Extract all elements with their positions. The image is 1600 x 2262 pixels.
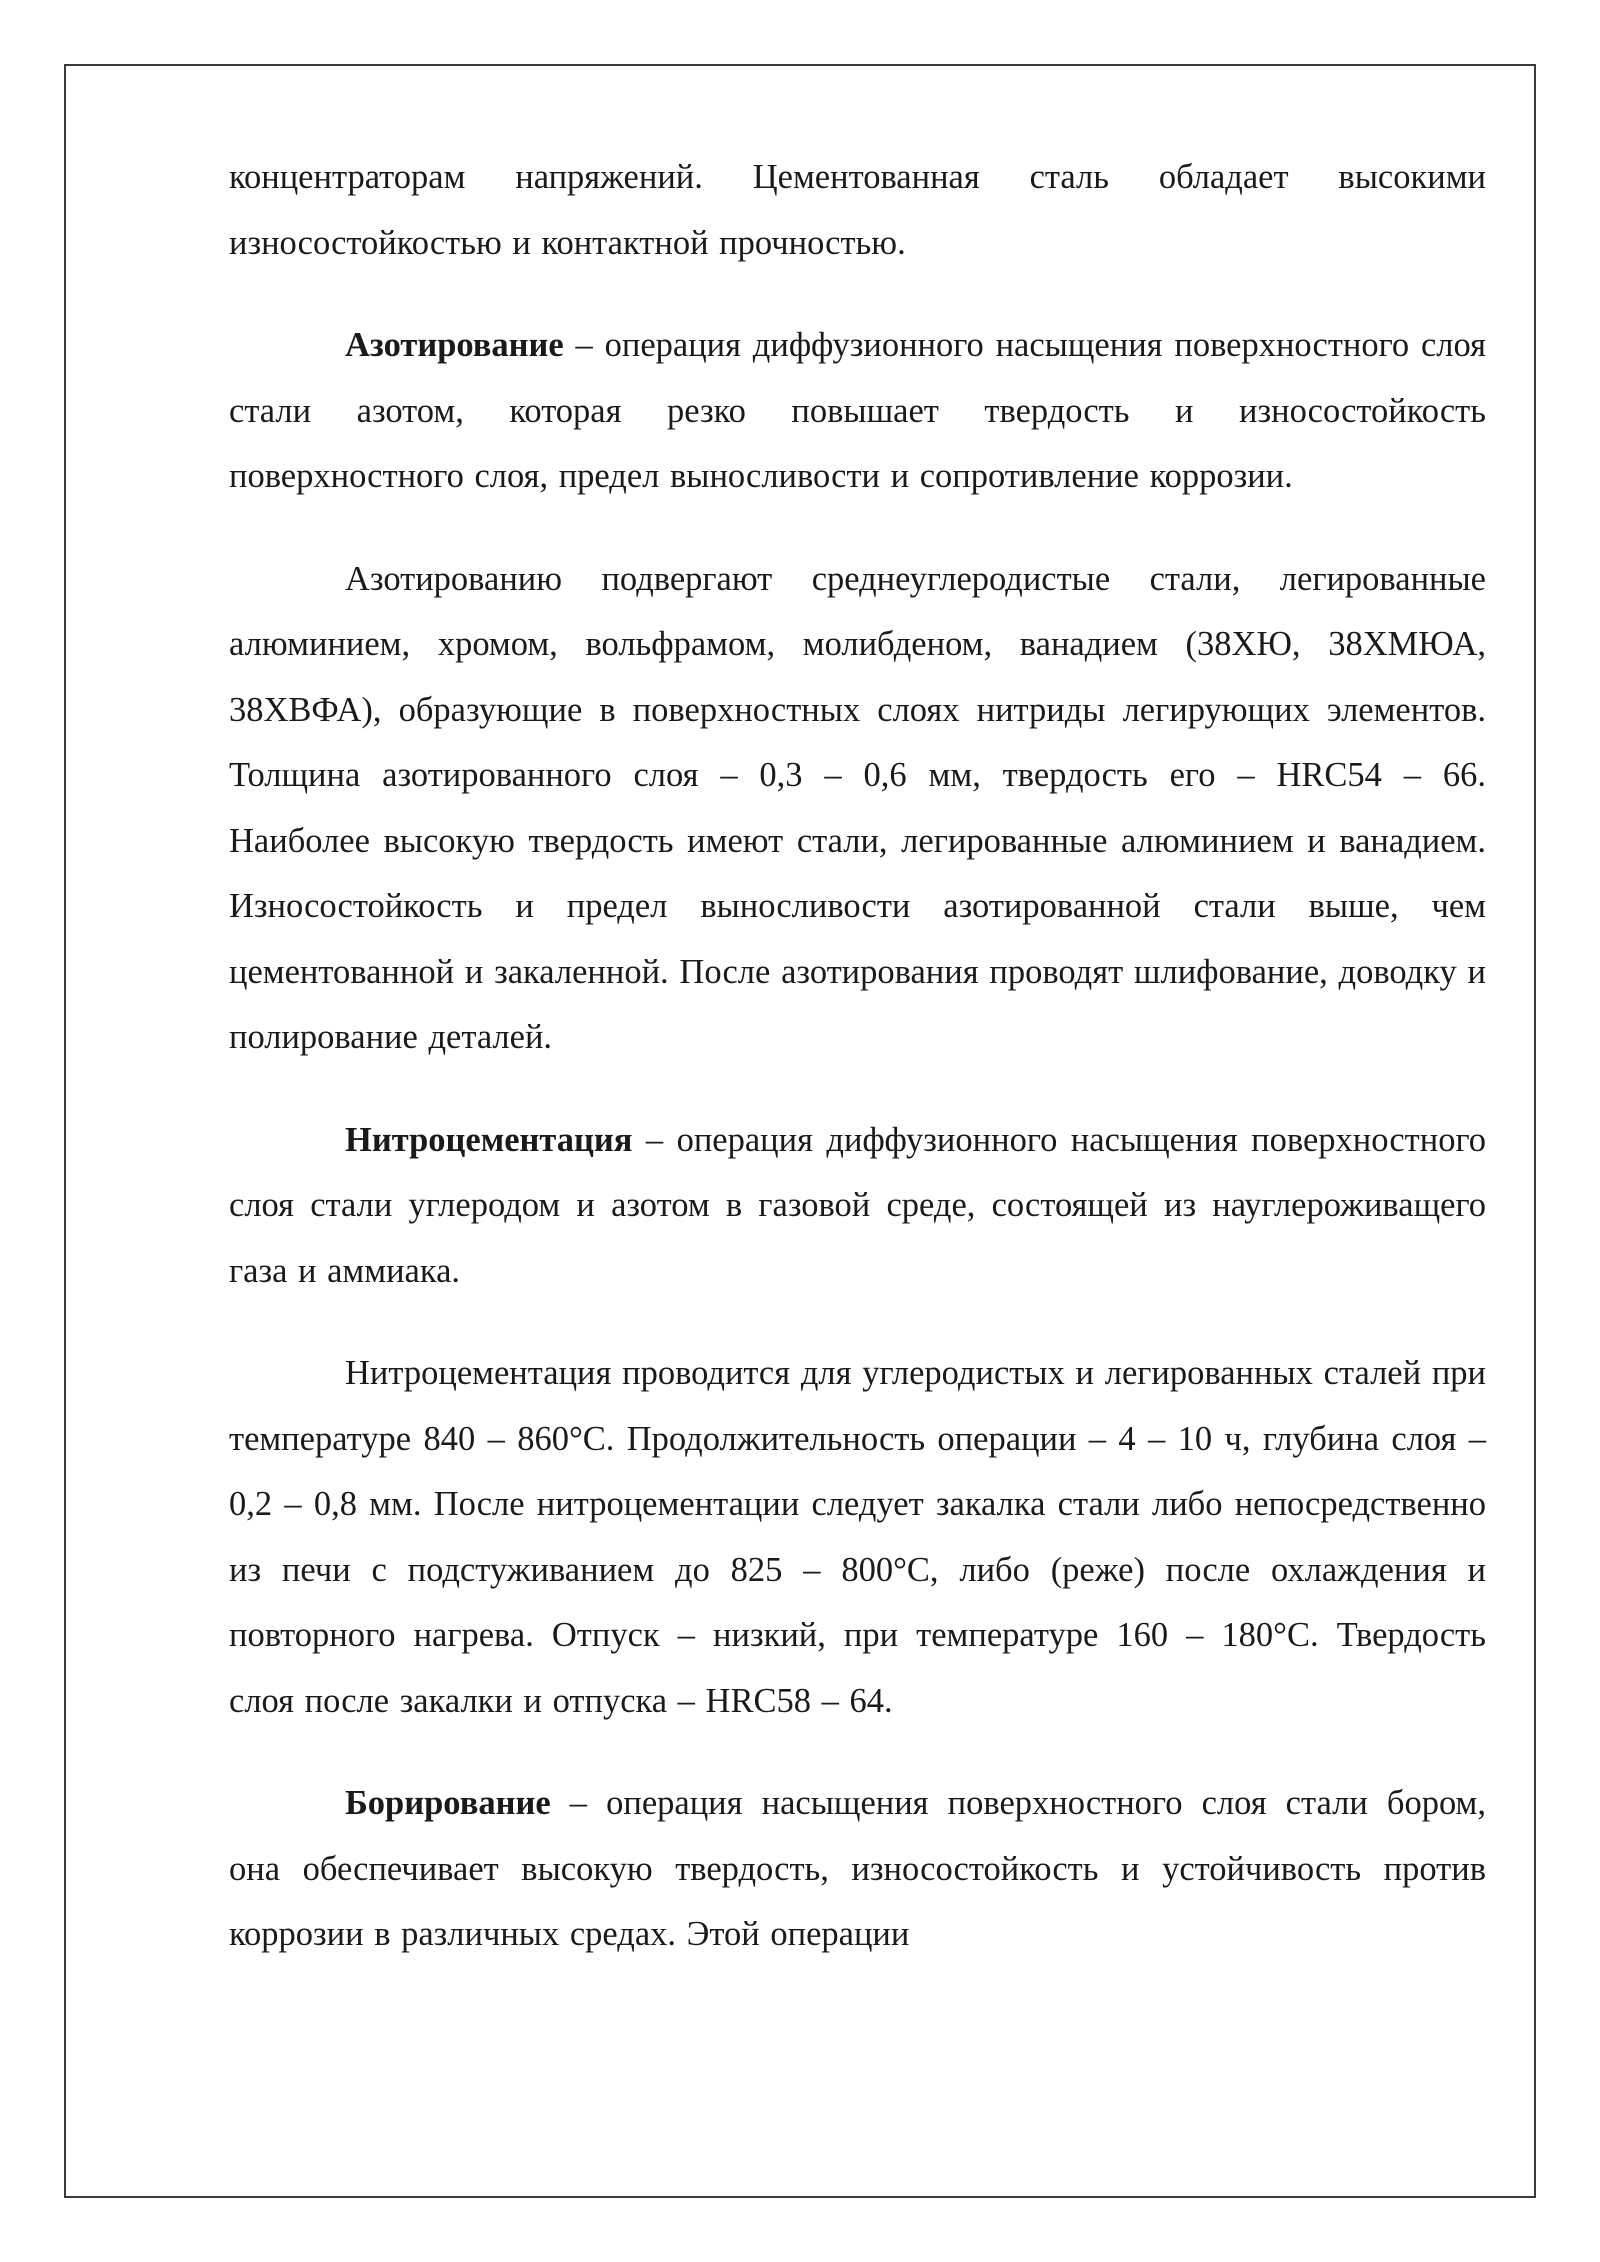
- document-body: [229, 145, 1486, 1968]
- paragraph-text: – операция диффузионного насыщения поверхностного слоя стали углеродом и азотом в газовой среде, состоящей из науглероживащего газа и аммиака.: [229, 1120, 1486, 1290]
- term-nitriding: Азотирование: [345, 326, 564, 364]
- paragraph-carbonitriding-details: [229, 1341, 1486, 1734]
- paragraph-nitriding-details: [229, 547, 1486, 1071]
- term-carbonitriding: Нитроцементация: [345, 1120, 633, 1159]
- paragraph-nitriding-definition: [229, 313, 1486, 510]
- term-boriding: Борирование: [345, 1784, 551, 1822]
- paragraph-cementation-end: [229, 145, 1486, 276]
- paragraph-boriding-definition: [229, 1771, 1486, 1968]
- paragraph-text: концентраторам напряжений. Цементованная сталь обладает высокими износостойкостью и контактной прочностью.: [229, 158, 1486, 262]
- paragraph-carbonitriding-definition: [229, 1108, 1486, 1305]
- paragraph-text: – операция диффузионного насыщения поверхностного слоя стали азотом, которая резко повышает твердость и износостойкость поверхностного слоя, предел выносливости и сопротивление коррозии.: [229, 326, 1486, 495]
- paragraph-text: – операция насыщения поверхностного слоя стали бором, она обеспечивает высокую твердость, износостойкость и устойчивость против коррозии в различных средах. Этой операции: [229, 1784, 1486, 1953]
- paragraph-text: Нитроцементация проводится для углеродистых и легированных сталей при температуре 840 – 860°С. Продолжительность операции – 4 – 10 ч, глубина слоя – 0,2 – 0,8 мм. После нитроцементации следует закалка стали либо непосредственно из печи с подстуживанием до 825 – 800°С, либо (реже) после охлаждения и повторного нагрева. Отпуск – низкий, при температуре 160 – 180°С. Твердость слоя после закалки и отпуска – HRC58 – 64.: [229, 1354, 1486, 1720]
- paragraph-text: Азотированию подвергают среднеуглеродистые стали, легированные алюминием, хромом, вольфрамом, молибденом, ванадием (38ХЮ, 38ХМЮА, 38ХВФА), образующие в поверхностных слоях нитриды легирующих элементов. Толщина азотированного слоя – 0,3 – 0,6 мм, твердость его – HRC54 – 66. Наиболее высокую твердость имеют стали, легированные алюминием и ванадием. Износостойкость и предел выносливости азотированной стали выше, чем цементованной и закаленной. После азотирования проводят шлифование, доводку и полирование деталей.: [229, 559, 1486, 1056]
